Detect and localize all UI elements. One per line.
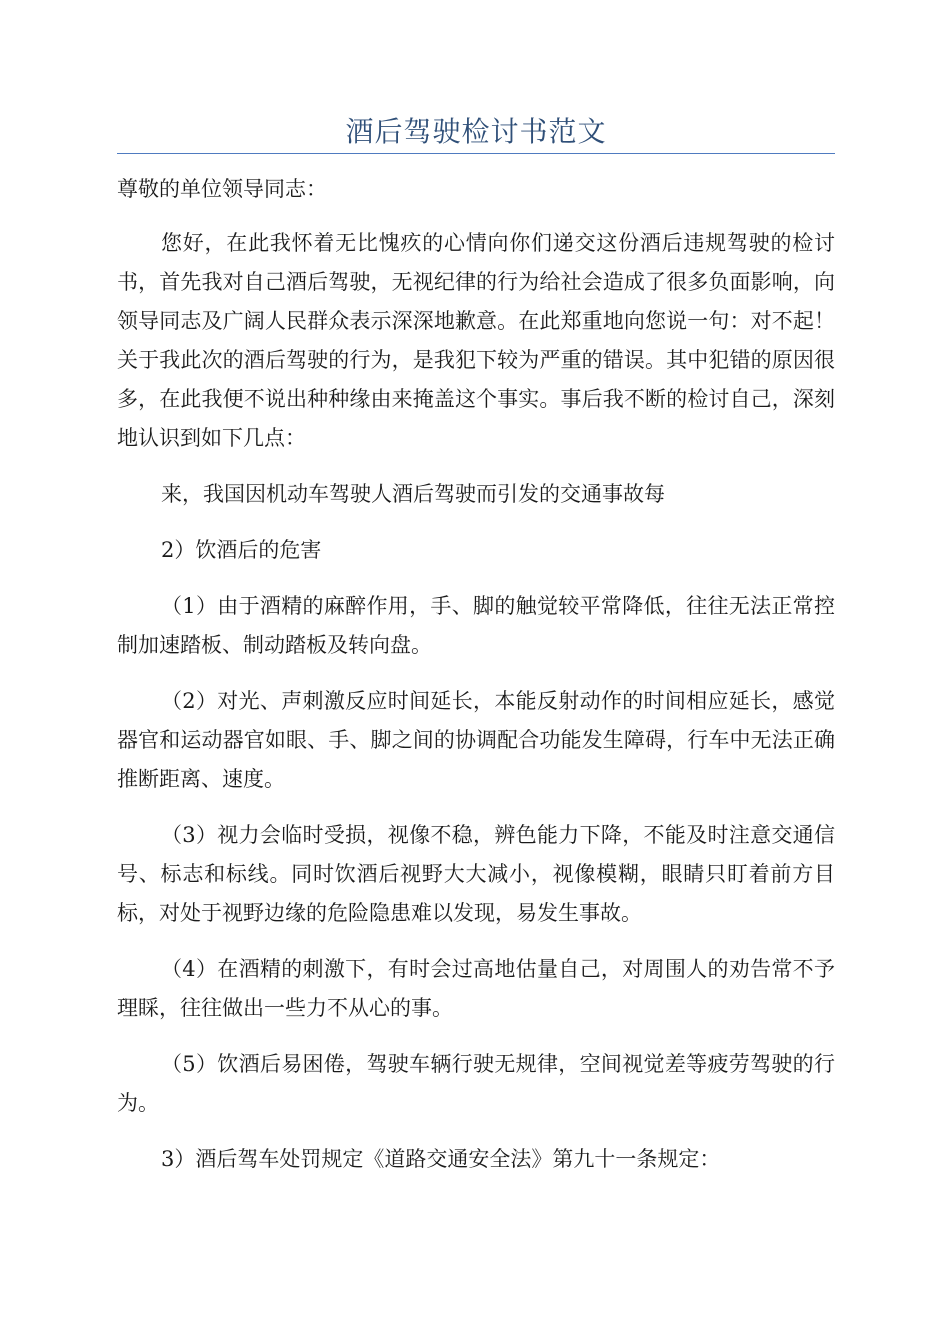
paragraph-statistic: 来，我国因机动车驾驶人酒后驾驶而引发的交通事故每 [161,482,665,506]
paragraph-item-1: （1）由于酒精的麻醉作用，手、脚的触觉较平常降低，往往无法正常控制加速踏板、制动踏板及转向盘。 [117,594,835,657]
paragraph-opening: 您好，在此我怀着无比愧疚的心情向你们递交这份酒后违规驾驶的检讨书，首先我对自己酒后驾驶，无视纪律的行为给社会造成了很多负面影响，向领导同志及广阔人民群众表示深深地歉意。在此郑重地向您说一句：对不起！关于我此次的酒后驾驶的行为，是我犯下较为严重的错误。其中犯错的原因很多，在此我便不说出种种缘由来掩盖这个事实。事后我不断的检讨自己，深刻地认识到如下几点： [117,231,835,450]
paragraph-item-2: （2）对光、声刺激反应时间延长，本能反射动作的时间相应延长，感觉器官和运动器官如眼、手、脚之间的协调配合功能发生障碍，行车中无法正确推断距离、速度。 [117,689,835,791]
paragraph-item-3: （3）视力会临时受损，视像不稳，辨色能力下降，不能及时注意交通信号、标志和标线。同时饮酒后视野大大减小，视像模糊，眼睛只盯着前方目标，对处于视野边缘的危险隐患难以发现，易发生事故。 [117,823,835,925]
paragraph-item-4: （4）在酒精的刺激下，有时会过高地估量自己，对周围人的劝告常不予理睬，往往做出一些力不从心的事。 [117,957,835,1020]
salutation: 尊敬的单位领导同志： [117,177,327,201]
title-underline [117,153,835,154]
document-title: 酒后驾驶检讨书范文 [345,115,607,148]
paragraph-item-5: （5）饮酒后易困倦，驾驶车辆行驶无规律，空间视觉差等疲劳驾驶的行为。 [117,1052,835,1115]
section-heading-penalties: 3）酒后驾车处罚规定《道路交通安全法》第九十一条规定： [161,1147,721,1171]
document-body [117,170,835,1196]
section-heading-hazards: 2）饮酒后的危害 [161,538,322,562]
